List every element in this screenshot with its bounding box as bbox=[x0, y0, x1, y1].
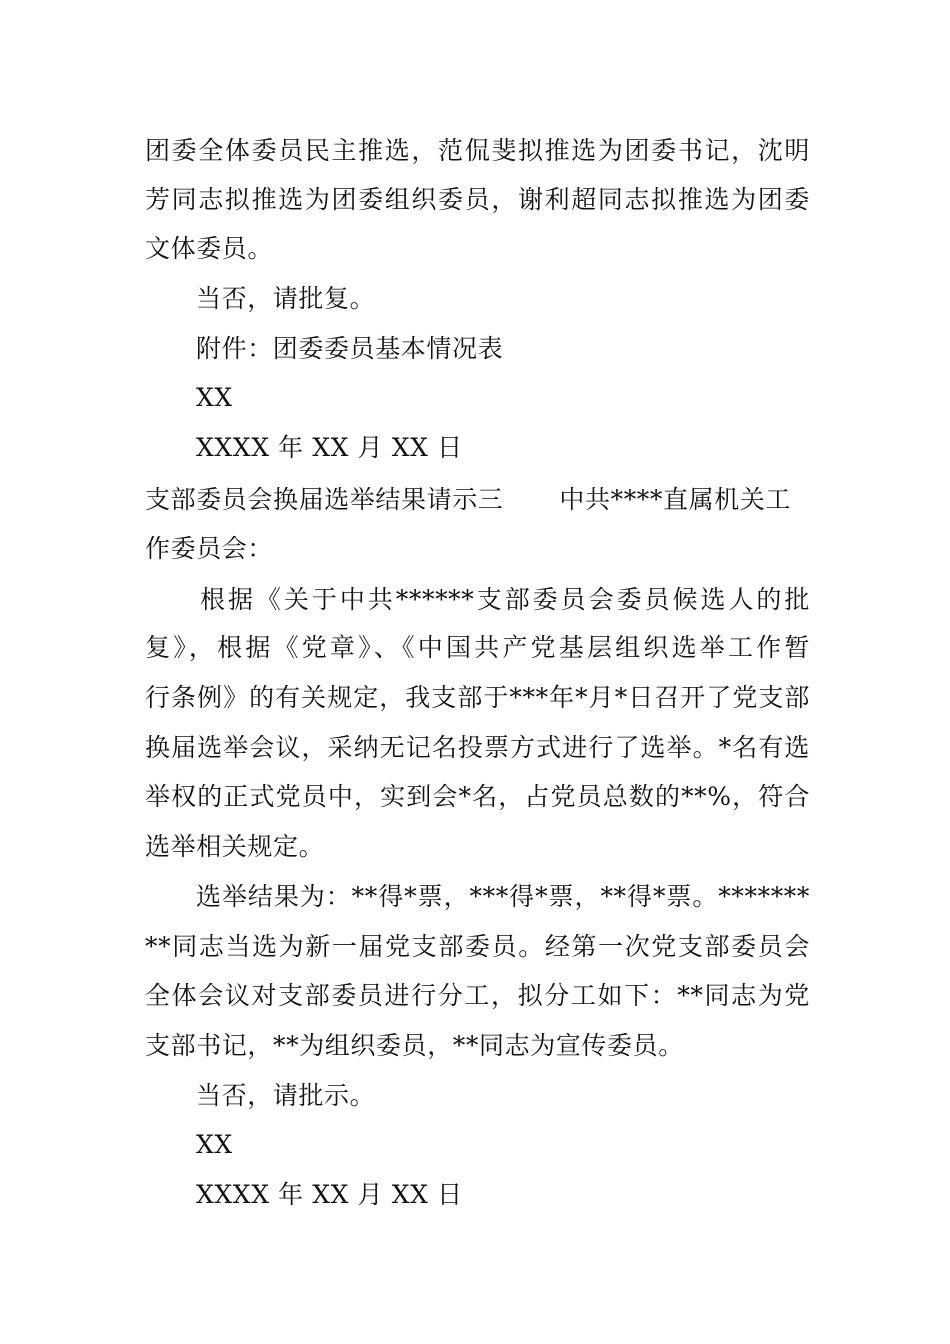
paragraph-line: 选举结果为：**得*票，***得*票，**得*票。******* bbox=[196, 882, 810, 911]
section-heading-line bbox=[145, 480, 810, 520]
recipient-start: 中共****直属机关工 bbox=[559, 485, 792, 514]
signatory-line: XX bbox=[196, 383, 233, 412]
paragraph-line: **同志当选为新一届党支部委员。经第一次党支部委员会 bbox=[145, 932, 810, 961]
approval-request-line: 当否，请批示。 bbox=[196, 1081, 376, 1110]
approval-request-line: 当否，请批复。 bbox=[196, 284, 376, 313]
paragraph-line: 文体委员。 bbox=[145, 234, 274, 263]
section-title: 支部委员会换届选举结果请示三 bbox=[145, 485, 504, 514]
paragraph-line: 复》，根据《党章》、《中国共产党基层组织选举工作暂 bbox=[145, 633, 810, 662]
paragraph-line: 换届选举会议，采纳无记名投票方式进行了选举。*名有选 bbox=[145, 733, 810, 762]
paragraph-line: 行条例》的有关规定，我支部于***年*月*日召开了党支部 bbox=[145, 683, 810, 712]
attachment-line: 附件：团委委员基本情况表 bbox=[196, 334, 504, 363]
paragraph-line: 芳同志拟推选为团委组织委员，谢利超同志拟推选为团委 bbox=[145, 185, 810, 214]
paragraph-line: 选举相关规定。 bbox=[145, 832, 325, 861]
date-line: XXXX 年 XX 月 XX 日 bbox=[196, 1180, 463, 1209]
paragraph-line: 全体会议对支部委员进行分工，拟分工如下：**同志为党 bbox=[145, 981, 810, 1010]
paragraph-line: 支部书记，**为组织委员，**同志为宣传委员。 bbox=[145, 1031, 684, 1060]
paragraph-line: 根据《关于中共******支部委员会委员候选人的批 bbox=[200, 585, 810, 614]
recipient-line: 作委员会： bbox=[145, 534, 274, 563]
paragraph-line: 举权的正式党员中，实到会*名，占党员总数的**%，符合 bbox=[145, 782, 810, 811]
paragraph-line: 团委全体委员民主推选，范侃斐拟推选为团委书记，沈明 bbox=[145, 136, 810, 165]
signatory-line: XX bbox=[196, 1130, 233, 1159]
date-line: XXXX 年 XX 月 XX 日 bbox=[196, 433, 463, 462]
